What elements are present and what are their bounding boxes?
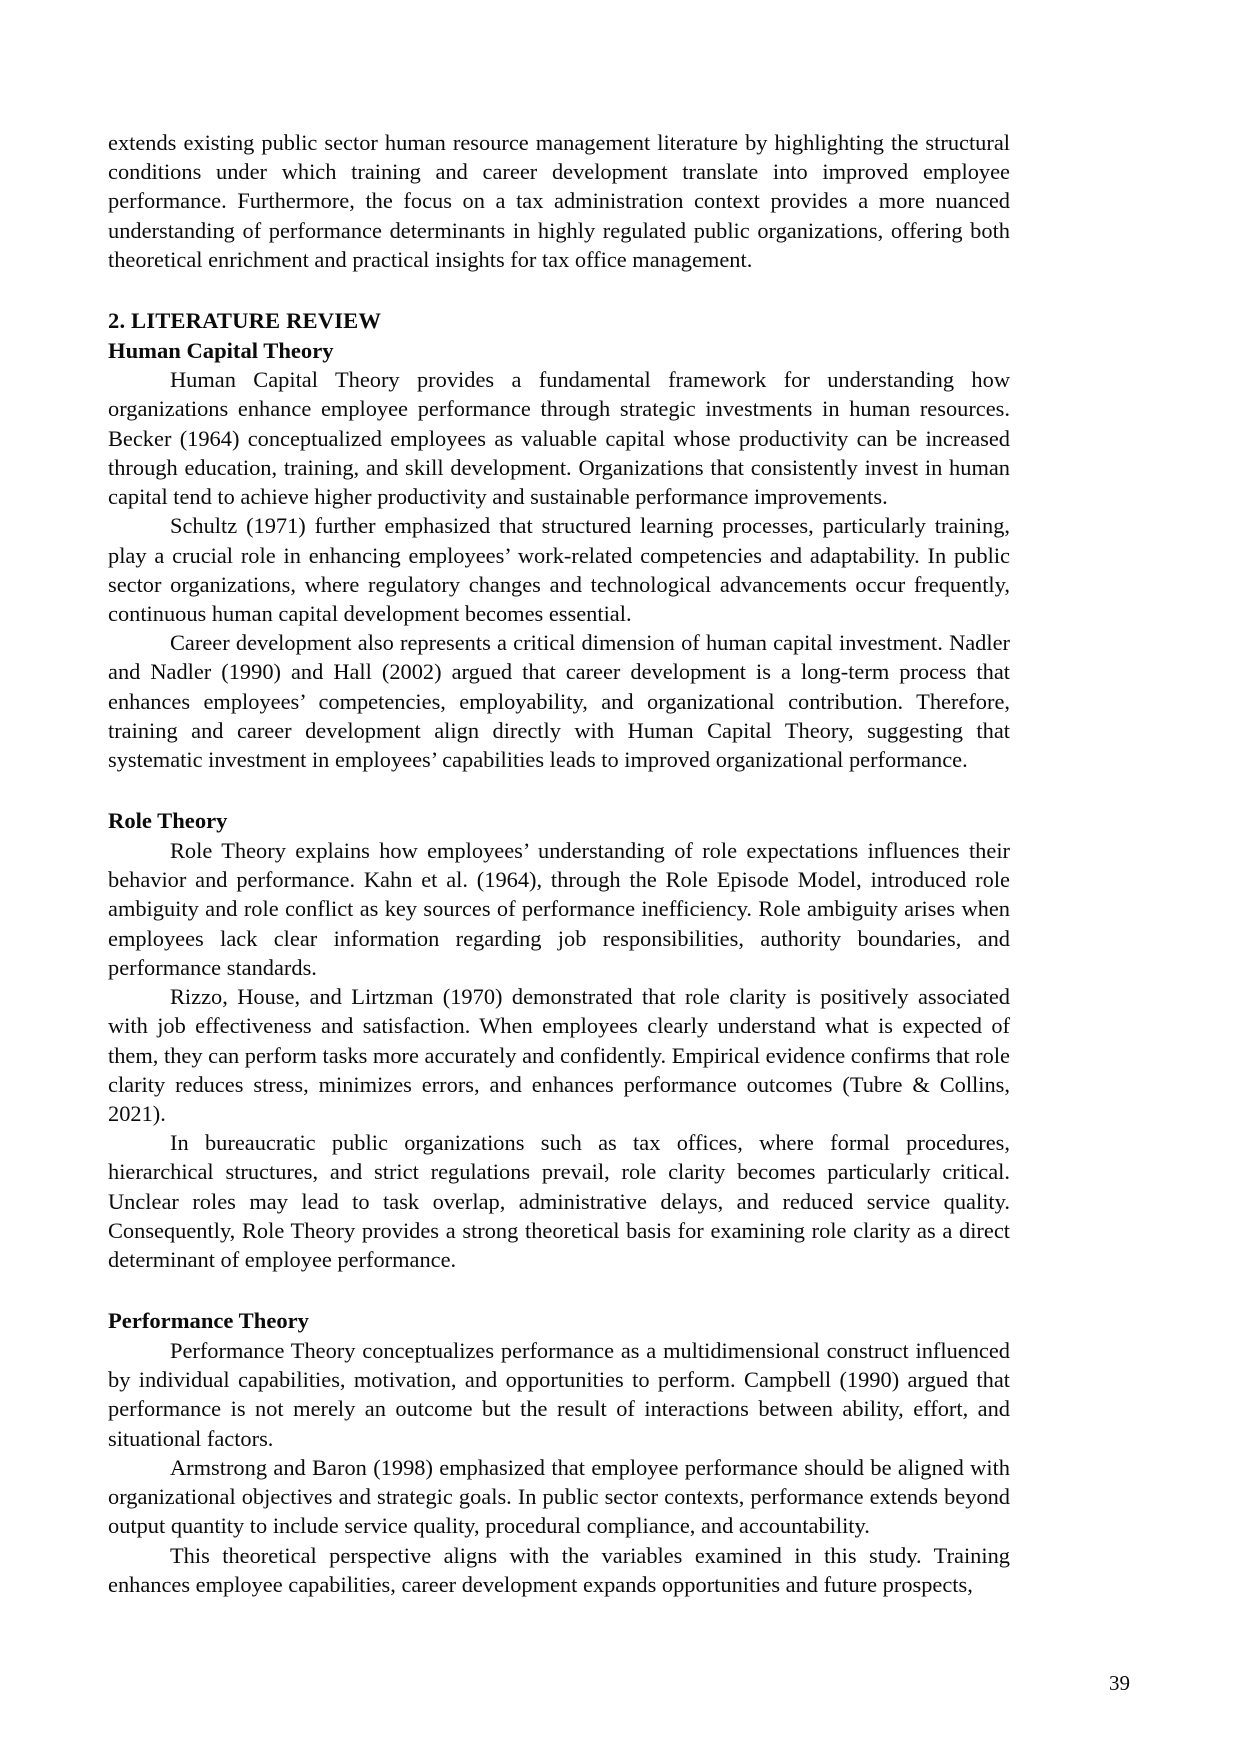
human-capital-paragraph-1: Human Capital Theory provides a fundamental framework for understanding how organizations enhance employee performance through strategic investments in human resources. Becker (1964) conceptualized employees as valuable capital whose productivity can be increased through education, training, and skill development. Organizations that consistently invest in human capital tend to achieve higher productivity and sustainable performance improvements. bbox=[108, 367, 1010, 510]
performance-theory-paragraph-1: Performance Theory conceptualizes performance as a multidimensional construct influenced by individual capabilities, motivation, and opportunities to perform. Campbell (1990) argued that performance is not merely an outcome but the result of interactions between ability, effort, and situational factors. bbox=[108, 1337, 1010, 1451]
human-capital-paragraph-2: Schultz (1971) further emphasized that structured learning processes, particularly training, play a crucial role in enhancing employees’ work-related competencies and adaptability. In public sector organizations, where regulatory changes and technological advancements occur frequently, continuous human capital development becomes essential. bbox=[108, 513, 1010, 627]
performance-theory-paragraph-2: Armstrong and Baron (1998) emphasized that employee performance should be aligned with organizational objectives and strategic goals. In public sector contexts, performance extends beyond output quantity to include service quality, procedural compliance, and accountability. bbox=[108, 1454, 1010, 1539]
spacer-before-performance-theory bbox=[108, 1274, 1010, 1306]
subheading-role-theory: Role Theory bbox=[108, 808, 228, 834]
role-theory-paragraph-3: In bureaucratic public organizations such as tax offices, where formal procedures, hierarchical structures, and strict regulations prevail, role clarity becomes particularly critical. Unclear roles may lead to task overlap, administrative delays, and reduced service quality. Consequently, Role Theory provides a strong theoretical basis for examining role clarity as a direct determinant of employee performance. bbox=[108, 1130, 1010, 1273]
page-number: 39 bbox=[1109, 1671, 1130, 1695]
subheading-human-capital-theory: Human Capital Theory bbox=[108, 337, 334, 363]
subheading-performance-theory: Performance Theory bbox=[108, 1308, 309, 1334]
section-heading-literature-review: 2. LITERATURE REVIEW bbox=[108, 308, 382, 334]
intro-paragraph: extends existing public sector human resource management literature by highlighting the structural conditions under which training and career development translate into improved employee performance. Furthermore, the focus on a tax administration context provides a more nuanced understanding of performance determinants in highly regulated public organizations, offering both theoretical enrichment and practical insights for tax office management. bbox=[108, 130, 1010, 272]
role-theory-paragraph-2: Rizzo, House, and Lirtzman (1970) demonstrated that role clarity is positively associated with job effectiveness and satisfaction. When employees clearly understand what is expected of them, they can perform tasks more accurately and confidently. Empirical evidence confirms that role clarity reduces stress, minimizes errors, and enhances performance outcomes (Tubre & Collins, 2021). bbox=[108, 984, 1010, 1127]
page-body-column bbox=[108, 128, 1010, 1599]
performance-theory-paragraph-3: This theoretical perspective aligns with the variables examined in this study. Training enhances employee capabilities, career development expands opportunities and future prospects, bbox=[108, 1542, 1010, 1597]
human-capital-paragraph-3: Career development also represents a critical dimension of human capital investment. Nadler and Nadler (1990) and Hall (2002) argued that career development is a long-term process that enhances employees’ competencies, employability, and organizational contribution. Therefore, training and career development align directly with Human Capital Theory, suggesting that systematic investment in employees’ capabilities leads to improved organizational performance. bbox=[108, 630, 1010, 773]
spacer-before-role-theory bbox=[108, 774, 1010, 806]
role-theory-paragraph-1: Role Theory explains how employees’ understanding of role expectations influences their behavior and performance. Kahn et al. (1964), through the Role Episode Model, introduced role ambiguity and role conflict as key sources of performance inefficiency. Role ambiguity arises when employees lack clear information regarding job responsibilities, authority boundaries, and performance standards. bbox=[108, 837, 1010, 980]
spacer-before-section bbox=[108, 274, 1010, 306]
